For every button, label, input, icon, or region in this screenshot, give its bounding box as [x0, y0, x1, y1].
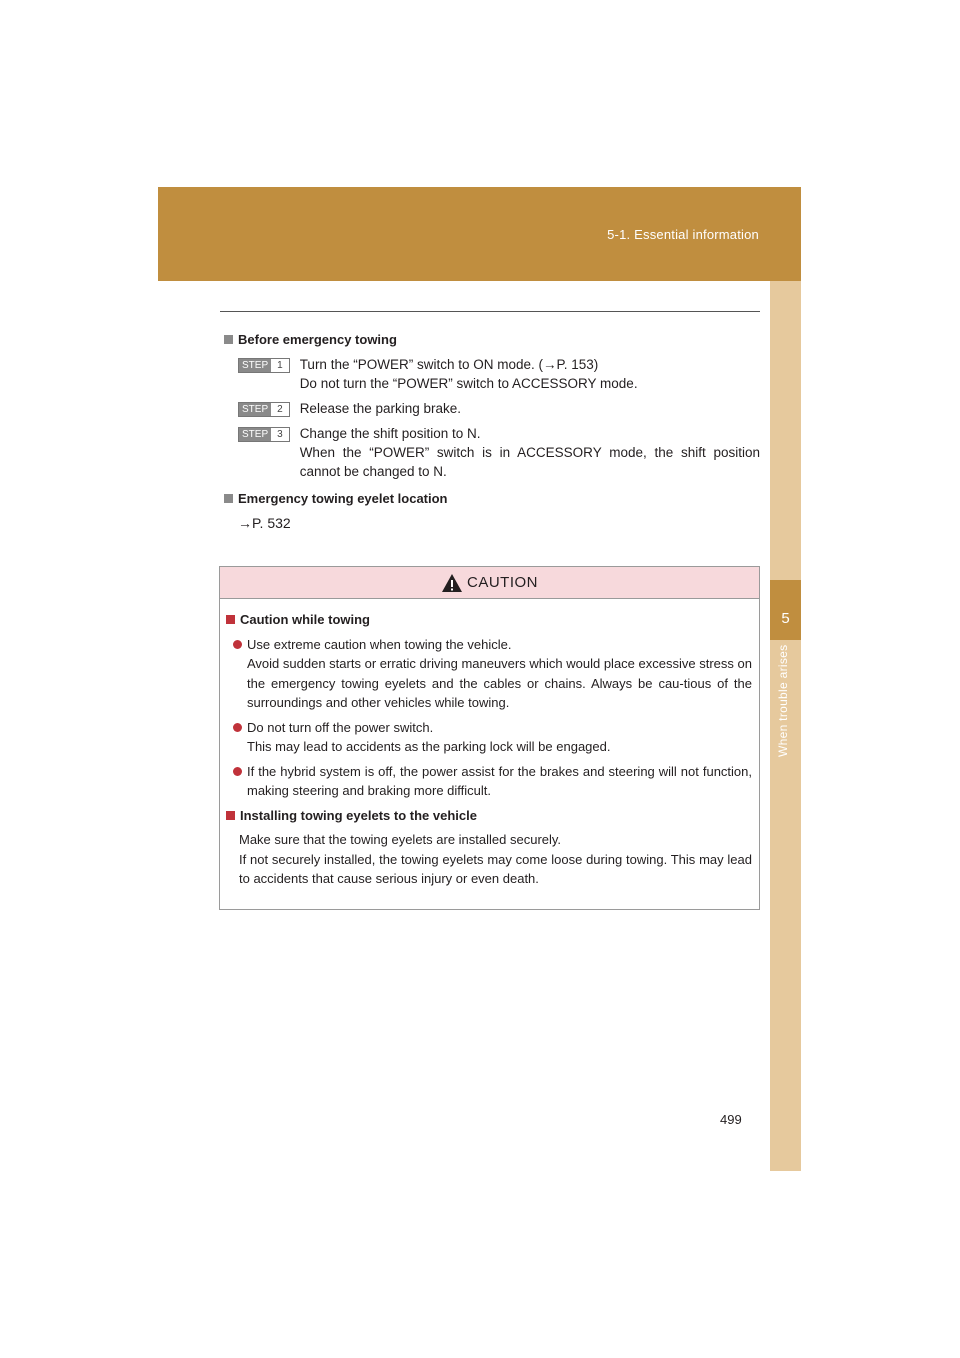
header-band [158, 187, 801, 281]
bullet-dot-icon [233, 723, 242, 732]
caution-heading-installing: Installing towing eyelets to the vehicle [226, 806, 752, 826]
caution-header [220, 567, 759, 599]
section-title: 5-1. Essential information [607, 227, 759, 242]
top-rule [220, 311, 760, 312]
step-item [238, 399, 760, 418]
caution-body [220, 599, 759, 889]
section-heading-eyelet-location: Emergency towing eyelet location [224, 489, 760, 508]
main-content [224, 330, 760, 533]
caution-box [219, 566, 760, 910]
square-bullet-icon [224, 335, 233, 344]
square-bullet-icon [226, 615, 235, 624]
step-item [238, 424, 760, 481]
bullet-dot-icon [233, 640, 242, 649]
list-item: Use extreme caution when towing the vehicle. Avoid sudden starts or erratic driving maneuvers which would place excessive stress on the emergency towing eyelets and the cables or chains. Always be cau-tious of the surroundings and other vehicles while towing. [233, 635, 752, 713]
caution-paragraph: Make sure that the towing eyelets are installed securely. If not securely installed, the towing eyelets may come loose during towing. This may lead to accidents that cause serious injury or even death. [239, 832, 752, 886]
page-reference[interactable]: →P. 532 [238, 515, 291, 531]
step-text: Turn the “POWER” switch to ON mode. (→P. 153) Do not turn the “POWER” switch to ACCESSORY mode. [299, 357, 638, 391]
list-item: Do not turn off the power switch. This may lead to accidents as the parking lock will be engaged. [233, 718, 752, 757]
step-item [238, 355, 760, 393]
chapter-number: 5 [781, 610, 790, 627]
chapter-label: When trouble arises [776, 645, 790, 758]
warning-triangle-icon [441, 573, 463, 593]
step-badge: STEP 3 [238, 427, 290, 442]
bullet-dot-icon [233, 767, 242, 776]
square-bullet-icon [224, 494, 233, 503]
chapter-tab [770, 580, 801, 640]
step-badge: STEP 1 [238, 358, 290, 373]
caution-title: CAUTION [467, 574, 538, 591]
step-text: Release the parking brake. [299, 401, 462, 416]
square-bullet-icon [226, 811, 235, 820]
section-heading-before-towing: Before emergency towing [224, 330, 760, 349]
step-badge: STEP 2 [238, 402, 290, 417]
caution-heading-while-towing: Caution while towing [226, 610, 752, 630]
list-item: If the hybrid system is off, the power assist for the brakes and steering will not function, making steering and braking more difficult. [233, 762, 752, 801]
page-number: 499 [720, 1112, 742, 1127]
step-text: Change the shift position to N. When the “POWER” switch is in ACCESSORY mode, the shift position cannot be changed to N. [299, 426, 760, 479]
